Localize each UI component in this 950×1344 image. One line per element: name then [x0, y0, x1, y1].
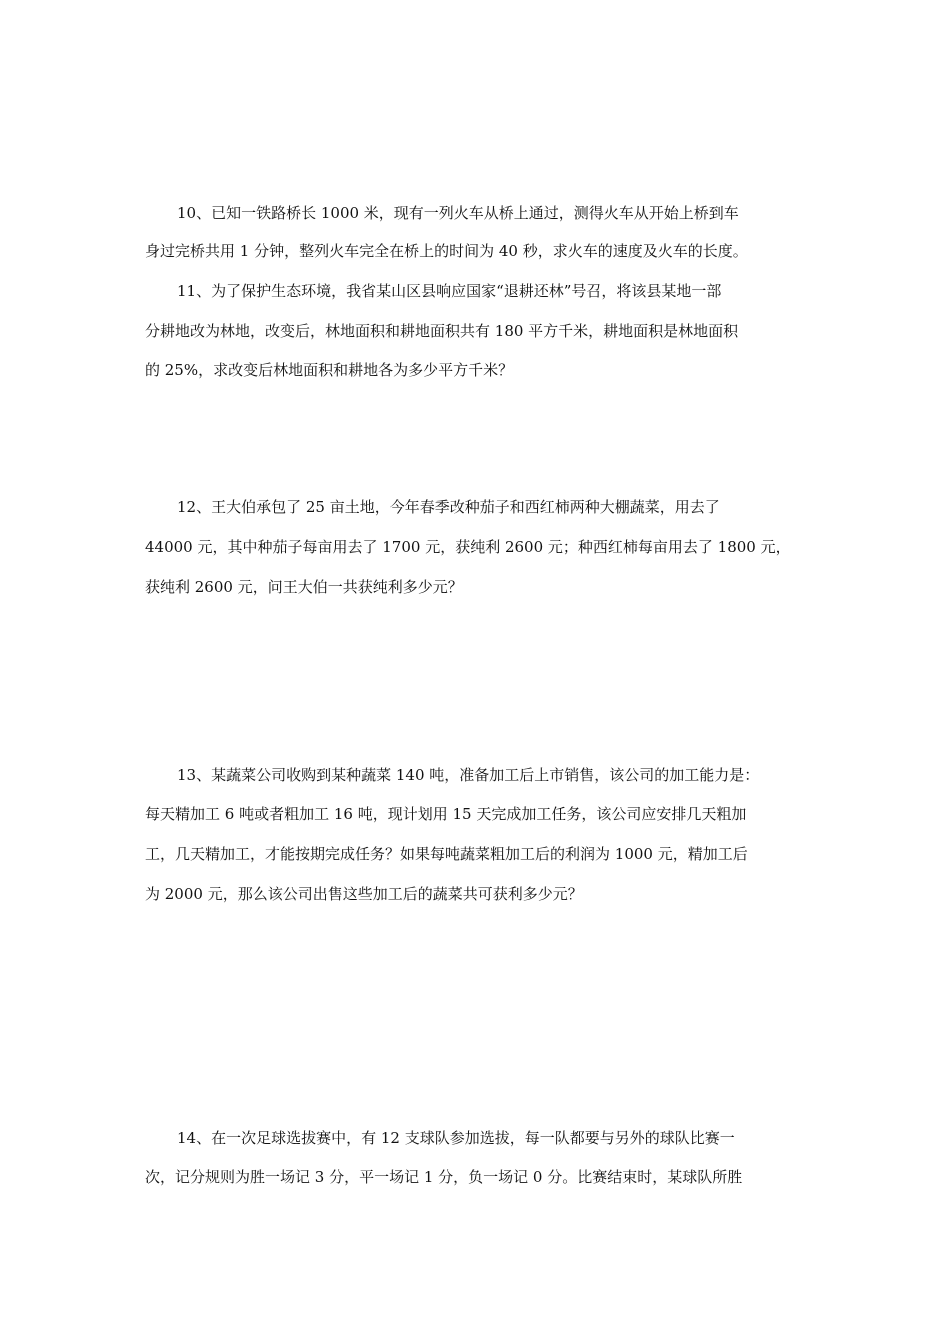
problem-12-line-2: 44000 元，其中种茄子每亩用去了 1700 元，获纯利 2600 元；种西红柿每亩用去了 1800 元，: [145, 538, 791, 556]
problem-14-line-2: 次，记分规则为胜一场记 3 分，平一场记 1 分，负一场记 0 分。比赛结束时，某球队所胜: [145, 1168, 743, 1186]
problem-12-line-1: 12、王大伯承包了 25 亩土地，今年春季改种茄子和西红柿两种大棚蔬菜，用去了: [177, 498, 720, 516]
problem-13-line-4: 为 2000 元，那么该公司出售这些加工后的蔬菜共可获利多少元？: [145, 885, 583, 903]
problem-14-line-1: 14、在一次足球选拔赛中，有 12 支球队参加选拔，每一队都要与另外的球队比赛一: [177, 1129, 735, 1147]
problem-12-line-3: 获纯利 2600 元，问王大伯一共获纯利多少元？: [145, 578, 463, 596]
problem-13-line-3: 工，几天精加工，才能按期完成任务？如果每吨蔬菜粗加工后的利润为 1000 元，精加工后: [145, 845, 748, 863]
problem-13-line-2: 每天精加工 6 吨或者粗加工 16 吨，现计划用 15 天完成加工任务，该公司应安排几天粗加: [145, 805, 747, 823]
problem-11-line-2: 分耕地改为林地，改变后，林地面积和耕地面积共有 180 平方千米，耕地面积是林地面积: [145, 322, 739, 340]
problem-11-line-1: 11、为了保护生态环境，我省某山区县响应国家“退耕还林”号召，将该县某地一部: [177, 282, 722, 300]
problem-10-line-1: 10、已知一铁路桥长 1000 米，现有一列火车从桥上通过，测得火车从开始上桥到车: [177, 204, 739, 222]
problem-10-line-2: 身过完桥共用 1 分钟，整列火车完全在桥上的时间为 40 秒，求火车的速度及火车的长度。: [145, 242, 748, 260]
problem-13-line-1: 13、某蔬菜公司收购到某种蔬菜 140 吨，准备加工后上市销售，该公司的加工能力是：: [177, 766, 760, 784]
problem-11-line-3: 的 25%，求改变后林地面积和耕地各为多少平方千米？: [145, 361, 514, 379]
